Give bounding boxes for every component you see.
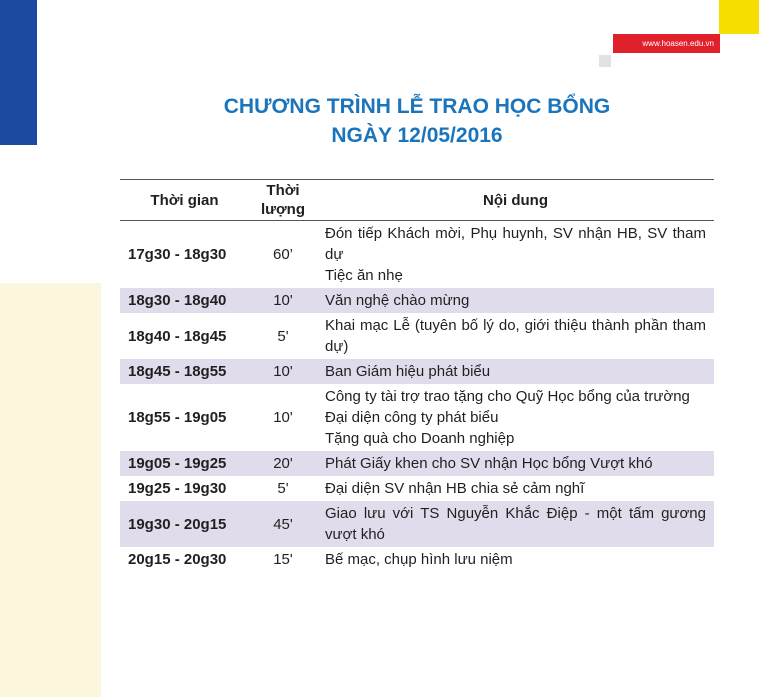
row-time: 19g05 - 19g25 <box>120 451 249 476</box>
table-row <box>120 476 714 501</box>
row-content <box>317 221 714 289</box>
row-content <box>317 547 714 572</box>
row-time: 20g15 - 20g30 <box>128 551 227 568</box>
content-line: Phát Giấy khen cho SV nhận Học bổng Vượt khó <box>325 455 653 472</box>
decorative-square <box>599 55 611 67</box>
table-row <box>120 501 714 547</box>
content-line: Ban Giám hiệu phát biểu <box>325 363 491 380</box>
row-time: 18g55 - 19g05 <box>128 409 227 426</box>
left-cream-panel <box>0 283 101 697</box>
header-content: Nội dung <box>317 180 714 221</box>
left-accent-bar <box>0 0 37 145</box>
content-line: Văn nghệ chào mừng <box>325 292 470 309</box>
table-header-row <box>120 180 714 221</box>
row-content <box>317 288 714 313</box>
row-duration: 10' <box>249 359 317 384</box>
program-table <box>120 179 714 572</box>
row-content <box>317 384 714 451</box>
row-time: 18g45 - 18g55 <box>120 359 249 384</box>
table-body <box>120 221 714 573</box>
header-time: Thời gian <box>120 180 249 221</box>
content-line: Tiệc ăn nhẹ <box>325 267 403 284</box>
row-duration: 10' <box>249 288 317 313</box>
row-duration: 20' <box>249 451 317 476</box>
content-line: Bế mạc, chụp hình lưu niệm <box>325 551 513 568</box>
table-row <box>120 547 714 572</box>
content-line: Đón tiếp Khách mời, Phụ huynh, SV nhận HB, SV tham dự <box>325 225 706 263</box>
row-time: 18g30 - 18g40 <box>120 288 249 313</box>
content-line: Công ty tài trợ trao tặng cho Quỹ Học bổng của trường <box>325 388 690 405</box>
header-duration <box>249 180 317 221</box>
website-url-badge: www.hoasen.edu.vn <box>613 34 720 53</box>
row-time: 19g30 - 20g15 <box>120 501 249 547</box>
content-line: Đại diện công ty phát biểu <box>325 409 499 426</box>
table-row <box>120 313 714 359</box>
row-content <box>317 476 714 501</box>
header-duration-line-2: lượng <box>260 201 306 218</box>
row-duration: 45' <box>249 501 317 547</box>
content-line: Giao lưu với TS Nguyễn Khắc Điệp - một tấm gương vượt khó <box>325 505 706 543</box>
row-duration: 60’ <box>272 246 294 263</box>
row-duration: 15' <box>273 551 293 568</box>
table-row <box>120 288 714 313</box>
title-line-2: NGÀY 12/05/2016 <box>331 124 503 147</box>
row-duration: 5' <box>277 480 289 497</box>
row-content <box>317 451 714 476</box>
content-line: Khai mạc Lễ (tuyên bố lý do, giới thiệu thành phần tham dự) <box>325 317 706 355</box>
table-row <box>120 359 714 384</box>
page-title <box>120 92 714 150</box>
table-row <box>120 221 714 289</box>
row-duration: 5' <box>277 327 289 345</box>
title-line-1: CHƯƠNG TRÌNH LỄ TRAO HỌC BỔNG <box>223 95 611 118</box>
row-time: 18g40 - 18g45 <box>128 327 227 345</box>
table-row <box>120 384 714 451</box>
row-time: 17g30 - 18g30 <box>128 246 227 263</box>
table-row <box>120 451 714 476</box>
row-content <box>317 501 714 547</box>
corner-accent <box>719 0 759 34</box>
row-content <box>317 313 714 359</box>
content-line: Đại diện SV nhận HB chia sẻ cảm nghĩ <box>325 480 585 497</box>
header-duration-line-1: Thời <box>266 182 300 199</box>
row-time: 19g25 - 19g30 <box>128 480 227 497</box>
content-line: Tặng quà cho Doanh nghiệp <box>325 430 515 447</box>
row-content <box>317 359 714 384</box>
row-duration: 10' <box>273 409 293 426</box>
